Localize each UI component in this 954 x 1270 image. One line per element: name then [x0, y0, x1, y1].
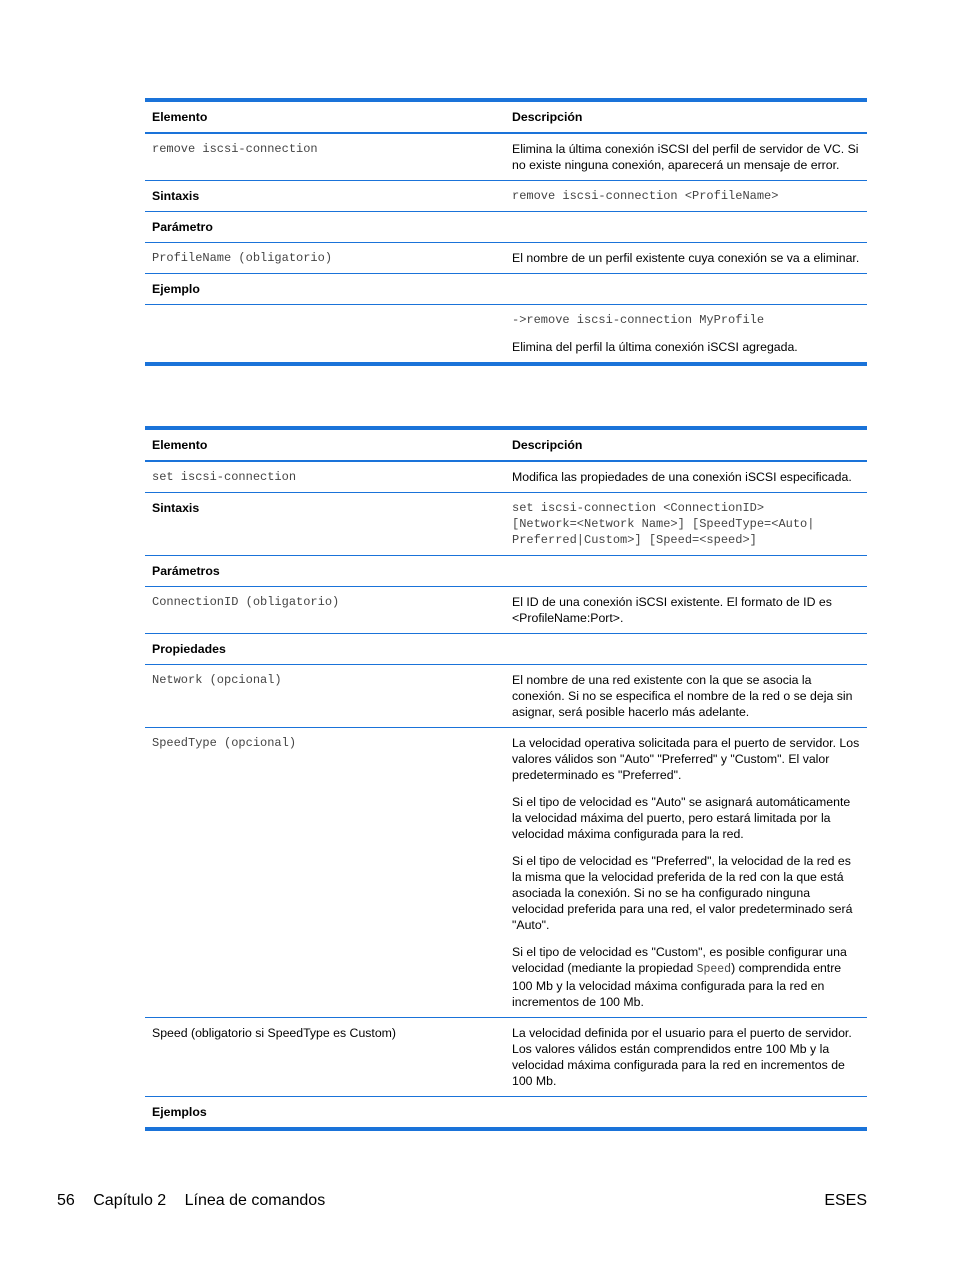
network-property-description: El nombre de una red existente con la que se asocia la conexión. Si no se especifica el nombre de la red o se deja sin asignar, será posible hacerlo más adelante. — [505, 665, 867, 728]
table-row — [145, 305, 867, 365]
header-element: Elemento — [145, 428, 505, 461]
table-row — [145, 587, 867, 634]
parameter-name: ProfileName (obligatorio) — [145, 243, 505, 274]
table-row — [145, 1097, 867, 1130]
table-row — [145, 493, 867, 556]
parameter-description: El ID de una conexión iSCSI existente. El formato de ID es <ProfileName:Port>. — [505, 587, 867, 634]
set-iscsi-connection-table — [145, 426, 867, 1131]
table-row — [145, 133, 867, 181]
speedtype-paragraph-3: Si el tipo de velocidad es "Preferred", la velocidad de la red es la misma que la velocidad preferida de la red con la que está asociada la conexión. Si no se ha configurado ninguna velocidad preferida para una red, el valor predeterminado será "Auto". — [512, 854, 853, 932]
speedtype-property-name: SpeedType (opcional) — [145, 728, 505, 1018]
speed-property-description: La velocidad definida por el usuario para el puerto de servidor. Los valores válidos están comprendidos entre 100 Mb y la velocidad máxima configurada para la red en incrementos de 100 Mb. — [505, 1018, 867, 1097]
header-description: Descripción — [505, 428, 867, 461]
syntax-label: Sintaxis — [145, 493, 505, 556]
example-label: Ejemplo — [145, 274, 505, 305]
page-footer — [57, 1192, 867, 1212]
header-element: Elemento — [145, 100, 505, 133]
speed-inline-code: Speed — [696, 963, 732, 976]
command-name: set iscsi-connection — [145, 461, 505, 493]
chapter-label: Capítulo 2 — [93, 1192, 167, 1209]
remove-iscsi-connection-table — [145, 98, 867, 366]
speedtype-paragraph-4: Si el tipo de velocidad es "Custom", es posible configurar una velocidad (mediante la propiedad Speed) comprendida entre 100 Mb y la velocidad máxima configurada para la red en incrementos de 100 Mb. — [512, 945, 847, 1009]
syntax-line-3: Preferred|Custom>] [Speed=<speed>] — [512, 533, 757, 547]
properties-label: Propiedades — [145, 634, 505, 665]
syntax-label: Sintaxis — [145, 181, 505, 212]
table-row — [145, 181, 867, 212]
parameters-label: Parámetros — [145, 556, 505, 587]
example-code: ->remove iscsi-connection MyProfile — [512, 313, 765, 327]
command-name: remove iscsi-connection — [145, 133, 505, 181]
speedtype-paragraph-2: Si el tipo de velocidad es "Auto" se asignará automáticamente la velocidad máxima del puerto, pero estará limitada por la velocidad máxima configurada para la red. — [512, 795, 851, 841]
syntax-value: remove iscsi-connection <ProfileName> — [505, 181, 867, 212]
table-row — [145, 243, 867, 274]
speed-property-name: Speed (obligatorio si SpeedType es Custom) — [145, 1018, 505, 1097]
page-number: 56 — [57, 1192, 75, 1209]
table-row — [145, 634, 867, 665]
speedtype-paragraph-1: La velocidad operativa solicitada para el puerto de servidor. Los valores válidos son "Auto" "Preferred" y "Custom". El valor predeterminado es "Preferred". — [512, 736, 860, 782]
locale-code: ESES — [824, 1192, 867, 1209]
speedtype-property-description — [505, 728, 867, 1018]
table-row — [145, 665, 867, 728]
table-row — [145, 274, 867, 305]
table-row — [145, 728, 867, 1018]
table-row — [145, 461, 867, 493]
command-description: Elimina la última conexión iSCSI del perfil de servidor de VC. Si no existe ninguna conexión, aparecerá un mensaje de error. — [505, 133, 867, 181]
table-header-row — [145, 100, 867, 133]
table-row — [145, 212, 867, 243]
syntax-line-1: set iscsi-connection <ConnectionID> — [512, 501, 765, 515]
table-row — [145, 1018, 867, 1097]
examples-label: Ejemplos — [145, 1097, 505, 1130]
command-description: Modifica las propiedades de una conexión iSCSI especificada. — [505, 461, 867, 493]
parameter-label: Parámetro — [145, 212, 505, 243]
table-row — [145, 556, 867, 587]
example-description: Elimina del perfil la última conexión iSCSI agregada. — [512, 340, 798, 354]
chapter-title: Línea de comandos — [184, 1192, 326, 1209]
header-description: Descripción — [505, 100, 867, 133]
network-property-name: Network (opcional) — [145, 665, 505, 728]
parameter-name: ConnectionID (obligatorio) — [145, 587, 505, 634]
syntax-value — [505, 493, 867, 556]
table-header-row — [145, 428, 867, 461]
parameter-description: El nombre de un perfil existente cuya conexión se va a eliminar. — [505, 243, 867, 274]
syntax-line-2: [Network=<Network Name>] [SpeedType=<Auto| — [512, 517, 815, 531]
